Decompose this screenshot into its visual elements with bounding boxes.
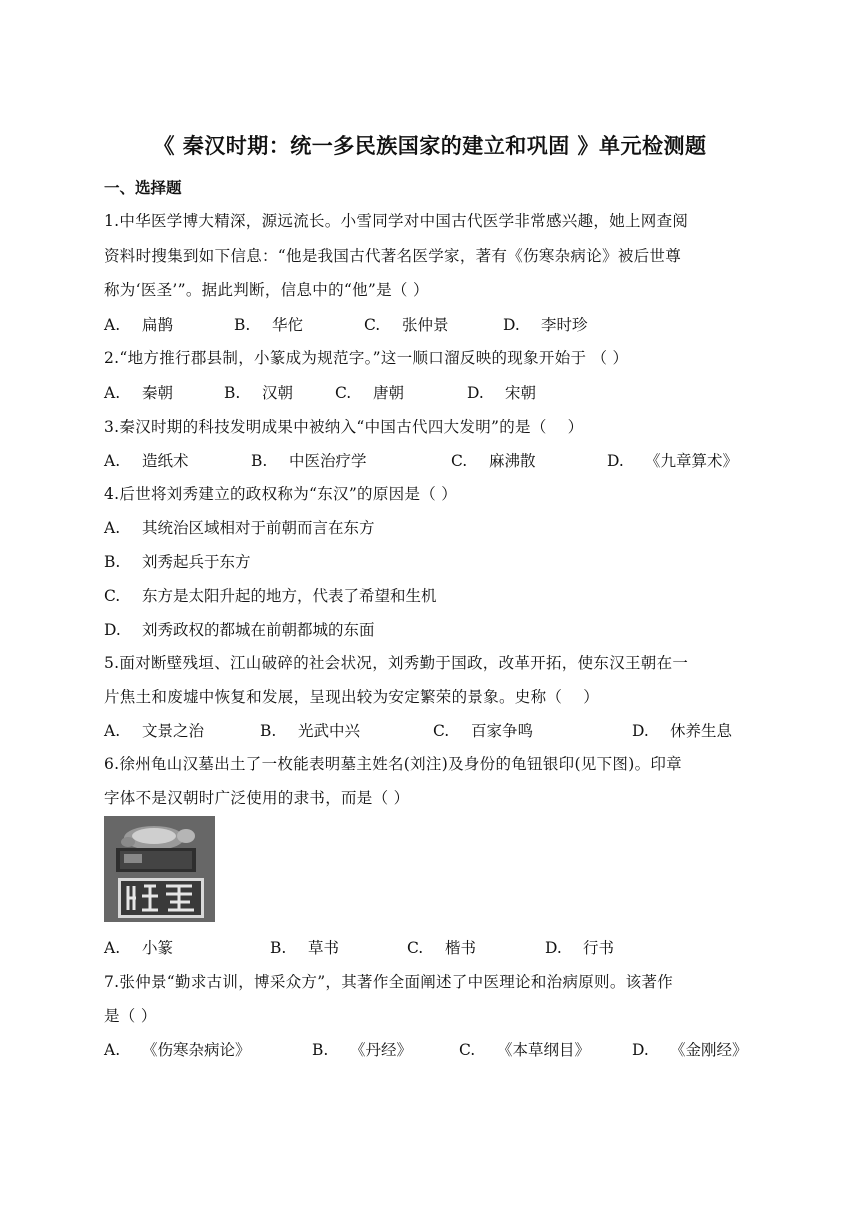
question-1-line-1: 1.中华医学博大精深，源远流长。小雪同学对中国古代医学非常感兴趣，她上网查阅 — [104, 212, 689, 230]
question-3-line-1: 3.秦汉时期的科技发明成果中被纳入“中国古代四大发明”的是（ ） — [104, 418, 584, 436]
q3-option-b: B. 中医治疗学 — [251, 452, 367, 470]
q2-option-b: B. 汉朝 — [224, 384, 294, 402]
q5-option-b: B. 光武中兴 — [260, 722, 361, 740]
q4-option-a: A. 其统治区域相对于前朝而言在东方 — [104, 519, 375, 537]
question-6-line-2: 字体不是汉朝时广泛使用的隶书，而是（ ） — [104, 789, 410, 807]
q5-option-d: D. 休养生息 — [632, 722, 733, 740]
q6-option-c: C. 楷书 — [407, 939, 477, 957]
q4-option-d: D. 刘秀政权的都城在前朝都城的东面 — [104, 621, 375, 639]
document-title: 《 秦汉时期：统一多民族国家的建立和巩固 》单元检测题 — [153, 134, 707, 158]
question-7-line-2: 是（ ） — [104, 1007, 157, 1025]
question-4-line-1: 4.后世将刘秀建立的政权称为“东汉”的原因是（ ） — [104, 485, 458, 503]
q1-option-a: A. 扁鹊 — [104, 316, 174, 334]
q7-option-d: D. 《金刚经》 — [632, 1041, 748, 1059]
q5-option-a: A. 文景之治 — [104, 722, 205, 740]
q3-option-d: D. 《九章算术》 — [607, 452, 739, 470]
question-7-line-1: 7.张仲景“勤求古训，博采众方”，其著作全面阐述了中医理论和治病原则。该著作 — [104, 973, 674, 991]
q3-option-a: A. 造纸术 — [104, 452, 189, 470]
q4-option-b: B. 刘秀起兵于东方 — [104, 553, 251, 571]
q1-option-b: B. 华佗 — [234, 316, 304, 334]
q3-option-c: C. 麻沸散 — [451, 452, 536, 470]
q2-option-d: D. 宋朝 — [467, 384, 537, 402]
q5-option-c: C. 百家争鸣 — [433, 722, 534, 740]
q7-option-a: A. 《伤寒杂病论》 — [104, 1041, 251, 1059]
section-heading: 一、选择题 — [104, 179, 182, 197]
q7-option-b: B. 《丹经》 — [312, 1041, 413, 1059]
turtle-seal-image — [104, 816, 215, 922]
q6-option-b: B. 草书 — [270, 939, 340, 957]
question-1-line-2: 资料时搜集到如下信息：“他是我国古代著名医学家，著有《伤寒杂病论》被后世尊 — [104, 247, 682, 265]
q6-option-a: A. 小篆 — [104, 939, 174, 957]
q2-option-a: A. 秦朝 — [104, 384, 174, 402]
question-5-line-1: 5.面对断壁残垣、江山破碎的社会状况，刘秀勤于国政，改革开拓，使东汉王朝在一 — [104, 654, 689, 672]
q7-option-c: C. 《本草纲目》 — [459, 1041, 591, 1059]
q6-option-d: D. 行书 — [545, 939, 615, 957]
question-5-line-2: 片焦土和废墟中恢复和发展，呈现出较为安定繁荣的景象。史称（ ） — [104, 688, 600, 706]
q2-option-c: C. 唐朝 — [335, 384, 405, 402]
q4-option-c: C. 东方是太阳升起的地方，代表了希望和生机 — [104, 587, 437, 605]
question-1-line-3: 称为‘医圣’”。据此判断，信息中的“他”是（ ） — [104, 281, 429, 299]
q1-option-c: C. 张仲景 — [364, 316, 449, 334]
question-2-line-1: 2.“地方推行郡县制，小篆成为规范字。”这一顺口溜反映的现象开始于 （ ） — [104, 349, 629, 367]
question-6-line-1: 6.徐州龟山汉墓出土了一枚能表明墓主姓名(刘注)及身份的龟钮银印(见下图)。印章 — [104, 755, 682, 773]
q1-option-d: D. 李时珍 — [503, 316, 588, 334]
